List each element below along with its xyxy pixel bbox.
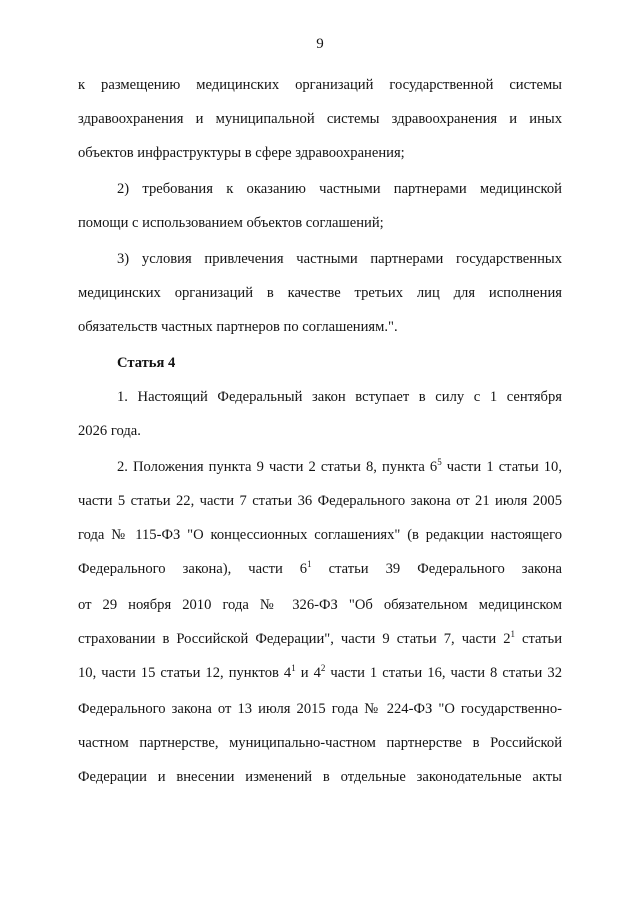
paragraph-line: частном партнерстве, муниципально-частном партнерстве в Российской [78,735,562,751]
paragraph-line [78,560,562,578]
paragraph-line [78,492,562,510]
list-item-line: помощи с использованием объектов соглашений; [78,215,384,231]
paragraph-line: здравоохранения и муниципальной системы здравоохранения и иных [78,111,562,127]
text-run: части 5 статьи 22, части 7 статьи 36 Федерального закона от 21 июля 2005 [78,493,562,509]
superscript: 2 [320,663,326,674]
paragraph-line [78,664,562,682]
article-heading: Статья 4 [117,355,176,371]
paragraph-line: Федерации и внесении изменений в отдельные законодательные акты [78,769,562,785]
text-run: 2. Положения пункта 9 части 2 статьи 8, пункта 6 [117,459,438,475]
paragraph-line [78,526,562,544]
list-item-line: обязательств частных партнеров по соглашениям.". [78,319,398,335]
list-item-line: 3) условия привлечения частными партнерами государственных [117,251,562,267]
superscript: 5 [437,457,442,468]
text-run: года № 115-ФЗ "О концессионных соглашениях" (в редакции настоящего [78,527,562,543]
superscript: 1 [510,629,515,640]
text-run: части 1 статьи 10, [441,459,562,475]
text-run: части 1 статьи 16, части 8 статьи 32 [325,665,562,681]
superscript: 1 [291,663,296,674]
paragraph-line: к размещению медицинских организаций государственной системы [78,77,562,93]
text-run: статьи 39 Федерального закона [311,561,562,577]
superscript: 1 [307,559,312,570]
text-run: статьи [515,631,563,647]
page-number: 9 [316,36,324,52]
text-run: и 4 [295,665,321,681]
text-run: 10, части 15 статьи 12, пунктов 4 [78,665,292,681]
text-run: страховании в Российской Федерации", части 9 статьи 7, части 2 [78,631,511,647]
list-item-line: медицинских организаций в качестве третьих лиц для исполнения [78,285,562,301]
paragraph-line [117,458,562,476]
paragraph-line: объектов инфраструктуры в сфере здравоохранения; [78,145,405,161]
list-item-line: 2) требования к оказанию частными партнерами медицинской [117,181,562,197]
text-run: Федерального закона), части 6 [78,561,308,577]
paragraph-line: от 29 ноября 2010 года № 326-ФЗ "Об обязательном медицинском [78,597,562,613]
paragraph-line [78,630,562,648]
paragraph-line: 2026 года. [78,423,141,439]
paragraph-line: Федерального закона от 13 июля 2015 года № 224-ФЗ "О государственно- [78,701,562,717]
paragraph-line: 1. Настоящий Федеральный закон вступает в силу с 1 сентября [117,389,562,405]
